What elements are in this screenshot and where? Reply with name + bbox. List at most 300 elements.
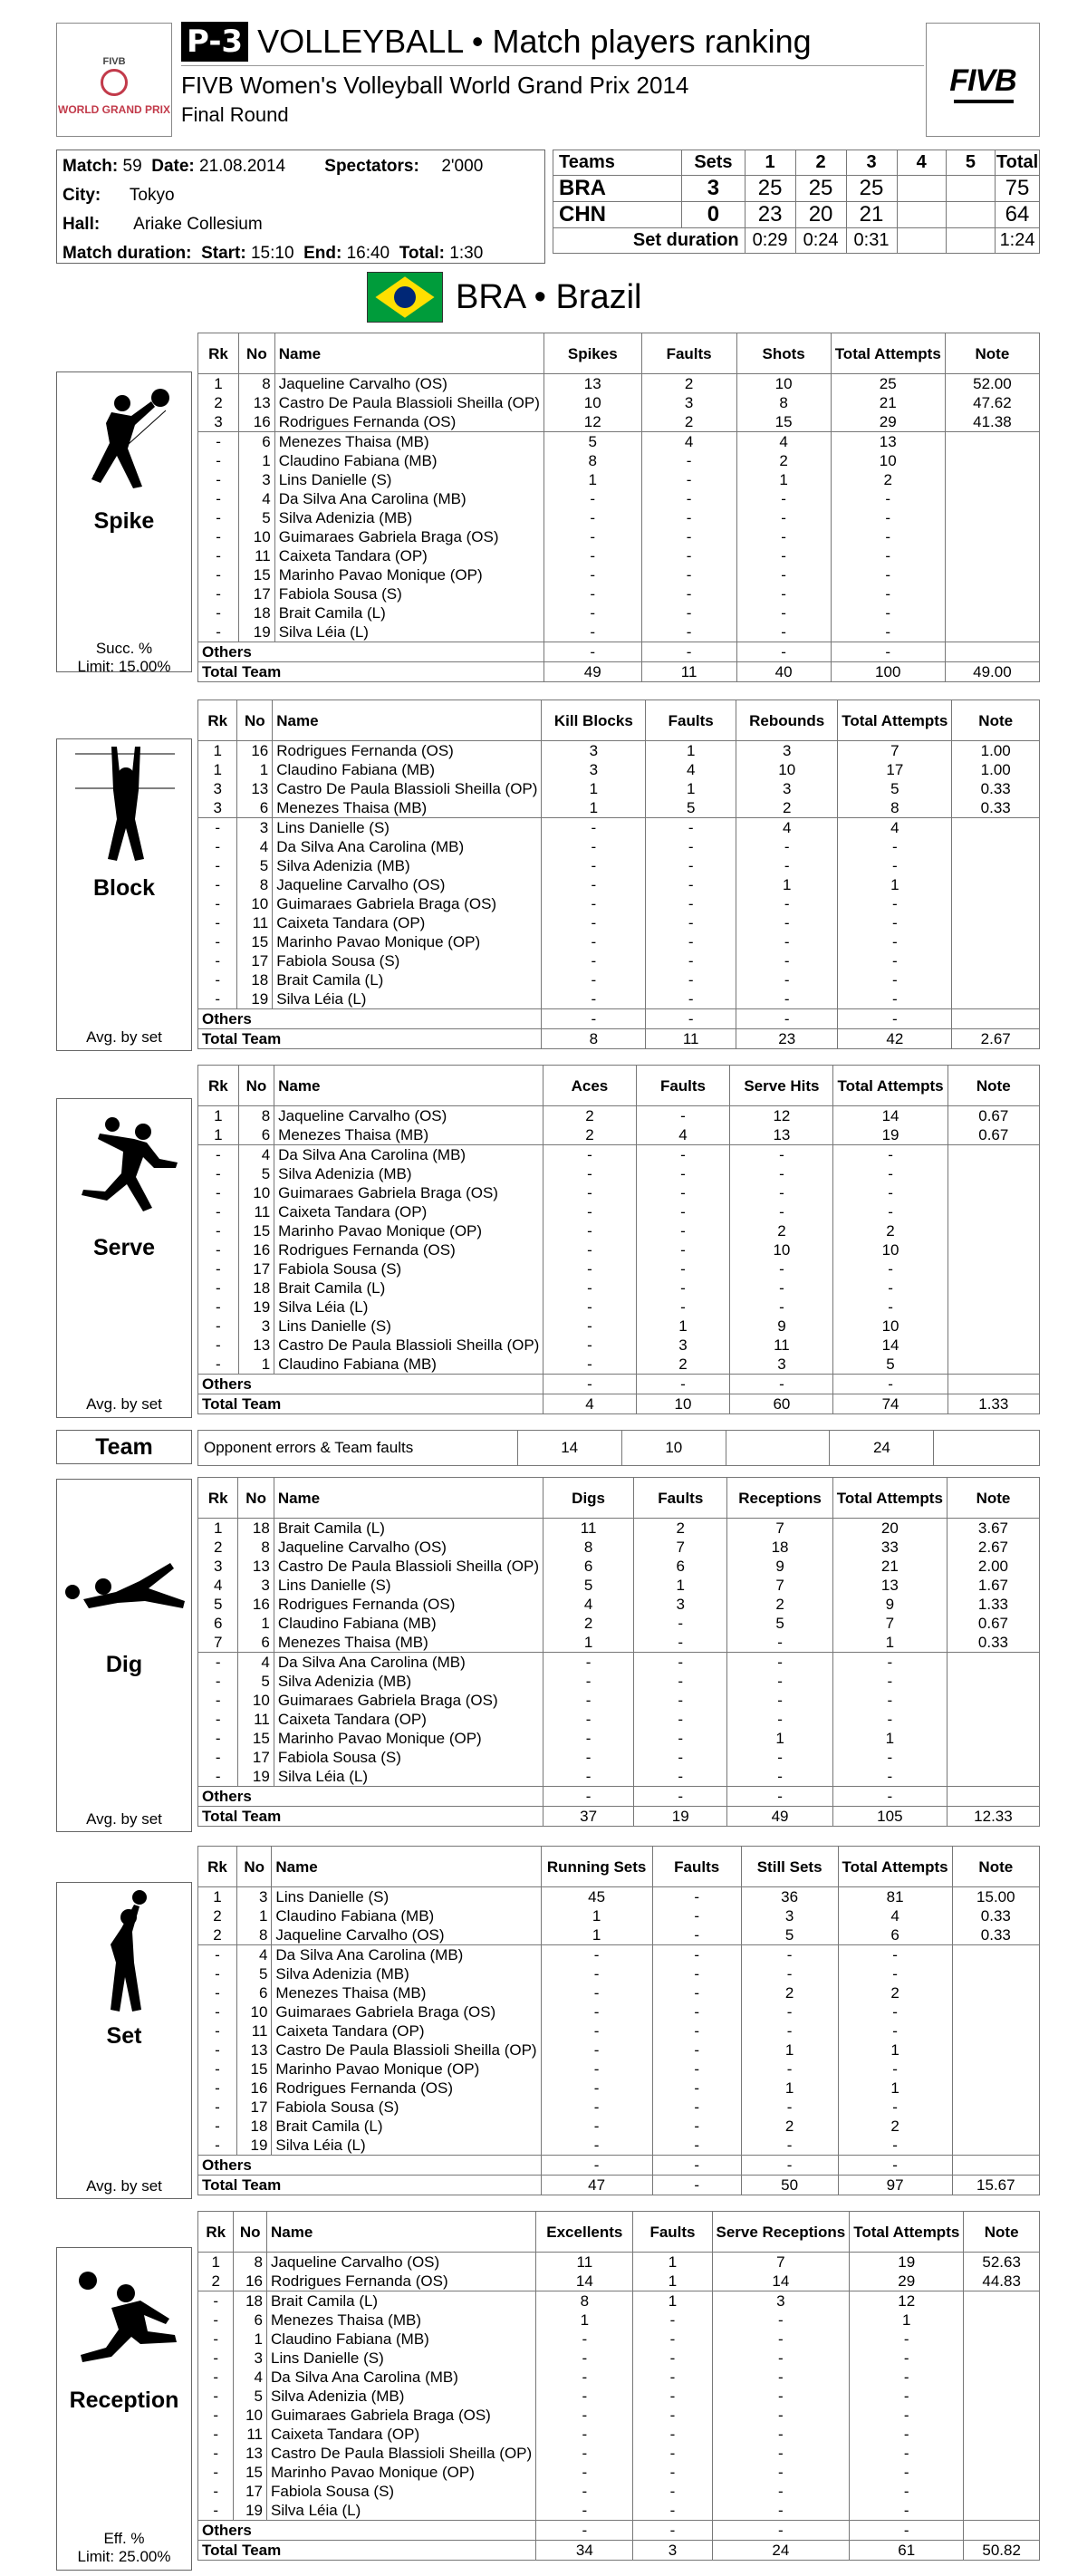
- cell: -: [832, 1691, 947, 1710]
- cell: -: [850, 2425, 964, 2444]
- cell: 8: [536, 2291, 633, 2311]
- cell: -: [641, 527, 736, 546]
- cell: Castro De Paula Blassioli Sheilla (OP): [272, 2041, 541, 2060]
- others-row: [198, 2156, 1040, 2176]
- cell: 3.67: [947, 1519, 1039, 1539]
- cell: 2: [838, 2117, 952, 2136]
- reception-icon: [75, 2268, 184, 2368]
- player-row: [198, 1317, 1040, 1336]
- cell: [952, 875, 1040, 894]
- team-name: BRA • Brazil: [456, 277, 642, 316]
- cell: 3: [736, 779, 838, 798]
- player-row: [198, 779, 1040, 798]
- cell: 1: [646, 741, 736, 761]
- serve-icon: [71, 1117, 179, 1217]
- cell: -: [198, 546, 239, 565]
- cell: [964, 2368, 1040, 2387]
- cell: 52.63: [964, 2253, 1040, 2272]
- set-score: 25: [745, 176, 795, 202]
- cell: [948, 1317, 1039, 1336]
- cell: [945, 565, 1039, 584]
- cell: -: [712, 2521, 850, 2541]
- team-code: CHN: [553, 202, 682, 228]
- cell: 10: [238, 1691, 274, 1710]
- column-header: Faults: [646, 700, 736, 741]
- cell: 10: [730, 1240, 833, 1259]
- cell: Fabiola Sousa (S): [274, 1259, 544, 1278]
- cell: 15.67: [952, 2176, 1039, 2195]
- cell: Silva Adenizia (MB): [274, 1164, 544, 1183]
- cell: 33: [832, 1538, 947, 1557]
- set-score: 25: [846, 176, 897, 202]
- player-row: [198, 1906, 1040, 1925]
- cell: [952, 2021, 1039, 2041]
- cell: -: [838, 856, 952, 875]
- cell: Guimaraes Gabriela Braga (OS): [274, 527, 544, 546]
- cell: -: [198, 1336, 239, 1355]
- others-row: [198, 1009, 1040, 1029]
- fivb-logo: [926, 23, 1040, 137]
- cell: -: [730, 1145, 833, 1165]
- cell: -: [544, 584, 641, 603]
- cell: Fabiola Sousa (S): [274, 584, 544, 603]
- player-row: [198, 1538, 1040, 1557]
- cell: -: [198, 970, 237, 989]
- cell: [948, 1259, 1039, 1278]
- cell: Castro De Paula Blassioli Sheilla (OP): [274, 393, 544, 412]
- player-row: [198, 741, 1040, 761]
- cell: 2: [641, 374, 736, 394]
- cell: Silva Adenizia (MB): [274, 508, 544, 527]
- cell: -: [833, 1278, 948, 1298]
- cell: -: [544, 1278, 636, 1298]
- others-row: [198, 642, 1040, 662]
- cell: -: [736, 837, 838, 856]
- cell: 13: [544, 374, 641, 394]
- cell: 2: [736, 798, 838, 818]
- cell: -: [831, 508, 945, 527]
- cell: -: [541, 2060, 652, 2079]
- dig-panel: [56, 1479, 192, 1832]
- cell: -: [198, 2425, 234, 2444]
- cell: 16: [238, 1595, 274, 1614]
- reception-panel: [56, 2247, 192, 2571]
- cell: -: [633, 2387, 712, 2406]
- team-faults-value: [726, 1431, 830, 1466]
- column-header: Name: [274, 1066, 544, 1106]
- cell: Claudino Fabiana (MB): [274, 451, 544, 470]
- team-faults-row: [197, 1430, 1040, 1466]
- cell: -: [543, 1653, 633, 1673]
- player-row: [198, 1729, 1040, 1748]
- player-row: [198, 1691, 1040, 1710]
- cell: -: [736, 622, 831, 642]
- cell: -: [838, 970, 952, 989]
- cell: 2.00: [947, 1557, 1039, 1576]
- cell: 17: [238, 1259, 274, 1278]
- cell: [948, 1202, 1039, 1221]
- cell: 2: [741, 2117, 838, 2136]
- total-points: 64: [996, 202, 1040, 228]
- cell: [952, 856, 1040, 875]
- cell: Brait Camila (L): [274, 603, 544, 622]
- cell: 61: [850, 2541, 964, 2561]
- set-label: Set: [106, 2023, 142, 2049]
- cell: 18: [234, 2291, 267, 2311]
- cell: 8: [543, 1538, 633, 1557]
- cell: -: [633, 2463, 712, 2482]
- cell: -: [727, 1748, 832, 1767]
- cell: 1: [239, 451, 275, 470]
- cell: Lins Danielle (S): [272, 1887, 541, 1907]
- cell: 3: [542, 760, 646, 779]
- cell: 5: [236, 1964, 271, 1983]
- cell: -: [198, 2368, 234, 2387]
- cell: -: [831, 527, 945, 546]
- player-row: [198, 584, 1040, 603]
- cell: 11: [234, 2425, 267, 2444]
- cell: 15.00: [952, 1887, 1039, 1907]
- cell: 10: [736, 374, 831, 394]
- team-label: Team: [56, 1430, 192, 1464]
- player-row: [198, 622, 1040, 642]
- cell: 15: [236, 2060, 271, 2079]
- cell: Marinho Pavao Monique (OP): [272, 2060, 541, 2079]
- cell: -: [198, 1767, 238, 1787]
- cell: -: [198, 2136, 237, 2156]
- results-header: Teams: [553, 150, 682, 176]
- serve-foot-1: Avg. by set: [86, 1395, 162, 1413]
- cell: 42: [838, 1029, 952, 1049]
- player-row: [198, 1557, 1040, 1576]
- total-label: Total Team: [198, 1029, 542, 1049]
- cell: Da Silva Ana Carolina (MB): [272, 1945, 541, 1965]
- player-row: [198, 894, 1040, 913]
- cell: 7: [198, 1633, 238, 1653]
- cell: 5: [741, 1925, 838, 1945]
- others-row: [198, 1375, 1040, 1394]
- player-row: [198, 1945, 1040, 1965]
- grand-prix-logo-mark: [101, 69, 128, 96]
- cell: 1: [741, 2041, 838, 2060]
- cell: 3: [198, 779, 237, 798]
- cell: -: [727, 1653, 832, 1673]
- cell: -: [838, 2021, 952, 2041]
- cell: [952, 1009, 1040, 1029]
- results-header: Sets: [682, 150, 745, 176]
- cell: -: [536, 2425, 633, 2444]
- player-row: [198, 2387, 1040, 2406]
- cell: 5: [833, 1355, 948, 1375]
- cell: -: [198, 1355, 239, 1375]
- cell: 12: [730, 1106, 833, 1126]
- cell: -: [198, 1945, 237, 1965]
- cell: -: [198, 1653, 238, 1673]
- cell: Claudino Fabiana (MB): [274, 1355, 544, 1375]
- cell: -: [541, 1983, 652, 2002]
- player-row: [198, 2444, 1040, 2463]
- column-header: No: [238, 1066, 274, 1106]
- player-row: [198, 489, 1040, 508]
- set-icon: [89, 1890, 161, 2017]
- cell: 40: [736, 662, 831, 682]
- cell: -: [641, 451, 736, 470]
- cell: 3: [736, 741, 838, 761]
- player-row: [198, 603, 1040, 622]
- others-row: [198, 1787, 1040, 1807]
- cell: 50.82: [964, 2541, 1040, 2561]
- player-row: [198, 1278, 1040, 1298]
- cell: -: [736, 1009, 838, 1029]
- cell: [948, 1221, 1039, 1240]
- player-row: [198, 2002, 1040, 2021]
- cell: -: [541, 2117, 652, 2136]
- cell: -: [636, 1183, 730, 1202]
- cell: 3: [234, 2349, 267, 2368]
- cell: 10: [237, 894, 273, 913]
- results-header: 5: [946, 150, 995, 176]
- cell: Silva Adenizia (MB): [267, 2387, 536, 2406]
- cell: 19: [237, 989, 273, 1009]
- cell: 10: [544, 393, 641, 412]
- player-row: [198, 1298, 1040, 1317]
- cell: [947, 1691, 1039, 1710]
- cell: 18: [238, 1278, 274, 1298]
- cell: Jaqueline Carvalho (OS): [274, 374, 544, 394]
- cell: Claudino Fabiana (MB): [274, 1614, 543, 1633]
- player-row: [198, 2425, 1040, 2444]
- start-time: 15:10: [250, 244, 294, 263]
- cell: -: [544, 642, 641, 662]
- cell: -: [634, 1748, 727, 1767]
- total-label: Total Team: [198, 1394, 544, 1414]
- cell: Da Silva Ana Carolina (MB): [274, 1145, 544, 1165]
- cell: 2: [833, 1221, 948, 1240]
- column-header: Serve Receptions: [712, 2212, 850, 2253]
- cell: 21: [832, 1557, 947, 1576]
- player-row: [198, 989, 1040, 1009]
- cell: Fabiola Sousa (S): [267, 2482, 536, 2501]
- cell: 16: [239, 412, 275, 432]
- others-label: Others: [198, 1787, 544, 1807]
- cell: 11: [238, 1710, 274, 1729]
- cell: -: [727, 1710, 832, 1729]
- cell: -: [198, 1672, 238, 1691]
- cell: Da Silva Ana Carolina (MB): [273, 837, 542, 856]
- player-row: [198, 1355, 1040, 1375]
- cell: -: [633, 2349, 712, 2368]
- cell: 10: [239, 527, 275, 546]
- cell: 1: [236, 1906, 271, 1925]
- cell: -: [736, 913, 838, 932]
- cell: Silva Adenizia (MB): [274, 1672, 543, 1691]
- cell: 18: [237, 970, 273, 989]
- cell: -: [712, 2406, 850, 2425]
- cell: Jaqueline Carvalho (OS): [273, 875, 542, 894]
- cell: -: [198, 2291, 234, 2311]
- cell: -: [736, 489, 831, 508]
- cell: -: [198, 1729, 238, 1748]
- dig-label: Dig: [105, 1652, 143, 1677]
- cell: 8: [544, 451, 641, 470]
- cell: -: [652, 2098, 741, 2117]
- cell: -: [542, 875, 646, 894]
- cell: -: [652, 1945, 741, 1965]
- cell: 1.00: [952, 760, 1040, 779]
- player-row: [198, 451, 1040, 470]
- cell: -: [832, 1767, 947, 1787]
- player-row: [198, 818, 1040, 838]
- cell: -: [544, 1317, 636, 1336]
- cell: 3: [198, 1557, 238, 1576]
- cell: -: [198, 818, 237, 838]
- set-score: [946, 202, 995, 228]
- cell: Rodrigues Fernanda (OS): [273, 741, 542, 761]
- cell: -: [634, 1672, 727, 1691]
- team-faults-value: [934, 1431, 1040, 1466]
- cell: Caixeta Tandara (OP): [267, 2425, 536, 2444]
- cell: [948, 1164, 1039, 1183]
- cell: -: [544, 1336, 636, 1355]
- cell: -: [543, 1691, 633, 1710]
- cell: 2.67: [947, 1538, 1039, 1557]
- cell: -: [634, 1614, 727, 1633]
- report-header: [181, 18, 924, 127]
- cell: Guimaraes Gabriela Braga (OS): [274, 1691, 543, 1710]
- cell: 1.67: [947, 1576, 1039, 1595]
- cell: -: [541, 1945, 652, 1965]
- cell: Lins Danielle (S): [274, 1576, 543, 1595]
- results-header: 4: [897, 150, 946, 176]
- cell: [964, 2444, 1040, 2463]
- cell: 1: [838, 2041, 952, 2060]
- others-label: Others: [198, 2521, 536, 2541]
- cell: 8: [236, 1925, 271, 1945]
- cell: [947, 1767, 1039, 1787]
- cell: -: [712, 2349, 850, 2368]
- cell: Rodrigues Fernanda (OS): [274, 412, 544, 432]
- player-row: [198, 1240, 1040, 1259]
- cell: 49: [727, 1807, 832, 1827]
- cell: -: [536, 2463, 633, 2482]
- cell: -: [727, 1633, 832, 1653]
- total-row: [198, 2176, 1040, 2195]
- cell: -: [641, 546, 736, 565]
- cell: [947, 1729, 1039, 1748]
- cell: 2: [831, 470, 945, 489]
- column-header: Name: [274, 333, 544, 374]
- cell: 0.33: [952, 1906, 1039, 1925]
- cell: Lins Danielle (S): [274, 470, 544, 489]
- cell: -: [198, 603, 239, 622]
- cell: -: [641, 642, 736, 662]
- player-row: [198, 970, 1040, 989]
- player-row: [198, 1145, 1040, 1165]
- cell: 18: [236, 2117, 271, 2136]
- column-header: Note: [952, 700, 1040, 741]
- player-row: [198, 1576, 1040, 1595]
- cell: [945, 546, 1039, 565]
- cell: Brait Camila (L): [274, 1519, 543, 1539]
- serve-table: [197, 1065, 1040, 1414]
- total-row: [198, 2541, 1040, 2561]
- spike-foot-2: Limit: 15.00%: [77, 658, 171, 675]
- cell: [947, 1672, 1039, 1691]
- cell: Fabiola Sousa (S): [272, 2098, 541, 2117]
- cell: -: [838, 1964, 952, 1983]
- column-header: No: [234, 2212, 267, 2253]
- cell: -: [741, 2002, 838, 2021]
- cell: 29: [850, 2272, 964, 2291]
- player-row: [198, 913, 1040, 932]
- others-label: Others: [198, 1375, 544, 1394]
- cell: [964, 2521, 1040, 2541]
- cell: -: [850, 2463, 964, 2482]
- block-label: Block: [92, 875, 156, 901]
- cell: [948, 1355, 1039, 1375]
- cell: Marinho Pavao Monique (OP): [267, 2463, 536, 2482]
- cell: -: [850, 2406, 964, 2425]
- total-label: Total Team: [198, 2541, 536, 2561]
- serve-label: Serve: [92, 1235, 156, 1260]
- player-row: [198, 2060, 1040, 2079]
- set-duration: 0:31: [846, 228, 897, 254]
- cell: -: [831, 565, 945, 584]
- cell: 19: [234, 2501, 267, 2521]
- cell: -: [544, 1202, 636, 1221]
- column-header: Serve Hits: [730, 1066, 833, 1106]
- total-duration: 1:30: [449, 244, 484, 263]
- cell: -: [544, 1164, 636, 1183]
- spike-table: [197, 333, 1040, 682]
- cell: -: [832, 1653, 947, 1673]
- cell: -: [544, 1145, 636, 1165]
- cell: -: [730, 1259, 833, 1278]
- cell: -: [712, 2425, 850, 2444]
- cell: -: [198, 432, 239, 452]
- cell: 74: [833, 1394, 948, 1414]
- cell: 97: [838, 2176, 952, 2195]
- cell: -: [838, 1009, 952, 1029]
- player-row: [198, 470, 1040, 489]
- cell: 4: [238, 1145, 274, 1165]
- cell: 0.67: [947, 1614, 1039, 1633]
- cell: -: [641, 584, 736, 603]
- cell: -: [652, 2156, 741, 2176]
- cell: 7: [634, 1538, 727, 1557]
- cell: Silva Léia (L): [274, 1767, 543, 1787]
- city-value: Tokyo: [129, 186, 175, 205]
- cell: [952, 837, 1040, 856]
- cell: Jaqueline Carvalho (OS): [272, 1925, 541, 1945]
- cell: -: [541, 2156, 652, 2176]
- cell: -: [741, 2156, 838, 2176]
- cell: -: [544, 546, 641, 565]
- cell: 6: [239, 432, 275, 452]
- cell: -: [541, 1964, 652, 1983]
- column-header: Name: [273, 700, 542, 741]
- cell: -: [544, 1375, 636, 1394]
- cell: -: [833, 1259, 948, 1278]
- cell: -: [544, 1240, 636, 1259]
- cell: 3: [238, 1317, 274, 1336]
- player-row: [198, 2253, 1040, 2272]
- cell: -: [198, 508, 239, 527]
- cell: 2: [544, 1125, 636, 1145]
- cell: -: [636, 1221, 730, 1240]
- cell: 13: [238, 1336, 274, 1355]
- player-row: [198, 2021, 1040, 2041]
